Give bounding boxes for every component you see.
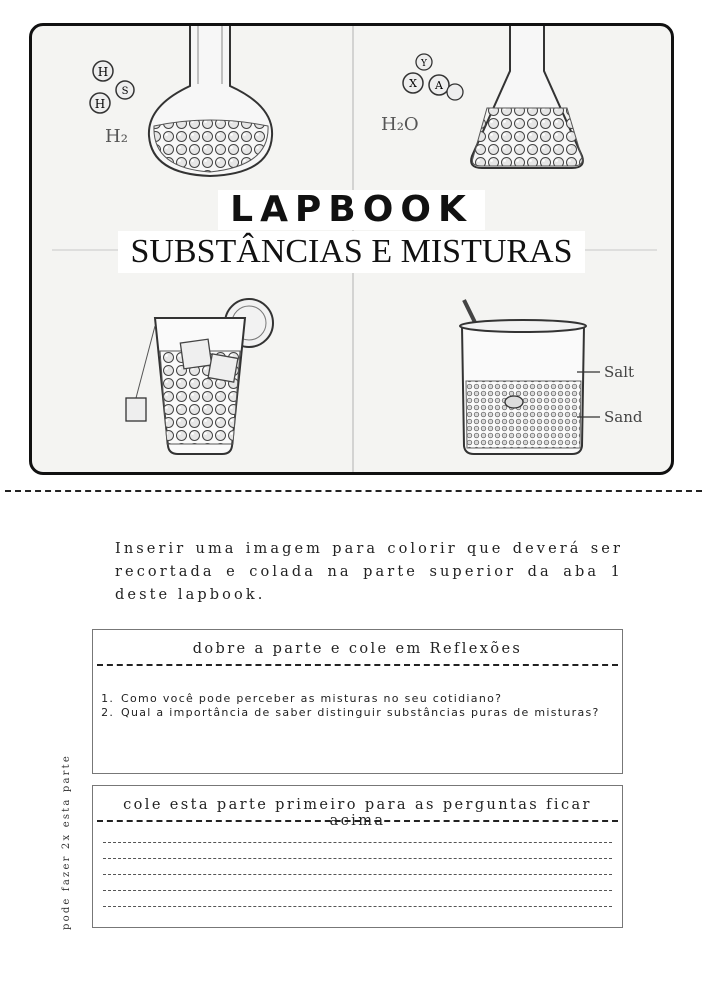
question-item: 2. Qual a importância de saber distinguir substâncias puras de misturas?	[119, 706, 616, 720]
atom-label: A	[435, 79, 443, 92]
fold-dashed-line	[97, 664, 618, 666]
drink-glass-icon	[126, 299, 273, 454]
questions-list	[119, 692, 616, 720]
h2-formula-label: H₂	[105, 126, 128, 147]
lapbook-title: LAPBOOK	[218, 190, 485, 230]
cut-dashed-line	[5, 490, 702, 492]
atom-label: S	[121, 86, 129, 97]
round-flask-icon	[149, 26, 272, 176]
glue-first-box	[92, 785, 623, 928]
instruction-text: Inserir uma imagem para colorir que deverá ser recortada e colada na parte superior da aba 1 deste lapbook.	[115, 541, 623, 603]
hydrogen-atoms-icon	[90, 61, 134, 113]
sand-label: Sand	[604, 408, 643, 426]
question-item: 1. Como você pode perceber as misturas no seu cotidiano?	[119, 692, 616, 706]
erlenmeyer-flask-icon	[471, 26, 583, 168]
glue-box-header: cole esta parte primeiro para as perguntas ficar acima	[123, 797, 592, 829]
salt-label: Salt	[604, 363, 635, 381]
atom-label: H	[97, 65, 109, 79]
side-note: pode fazer 2x esta parte	[61, 754, 72, 930]
title-row	[32, 190, 671, 230]
atom-label: Y	[421, 59, 427, 69]
cover-illustration-panel	[29, 23, 674, 475]
atom-label: H	[94, 97, 106, 111]
lapbook-subtitle: SUBSTÂNCIAS E MISTURAS	[118, 231, 584, 273]
writing-line	[103, 906, 612, 907]
molecule-atoms-icon	[403, 54, 463, 100]
fold-box-header: dobre a parte e cole em Reflexões	[192, 641, 523, 657]
subtitle-row	[32, 231, 671, 273]
fold-reflections-box	[92, 629, 623, 774]
beaker-icon	[460, 300, 586, 454]
h2o-formula-label: H₂O	[381, 114, 419, 135]
atom-label: X	[409, 77, 417, 90]
